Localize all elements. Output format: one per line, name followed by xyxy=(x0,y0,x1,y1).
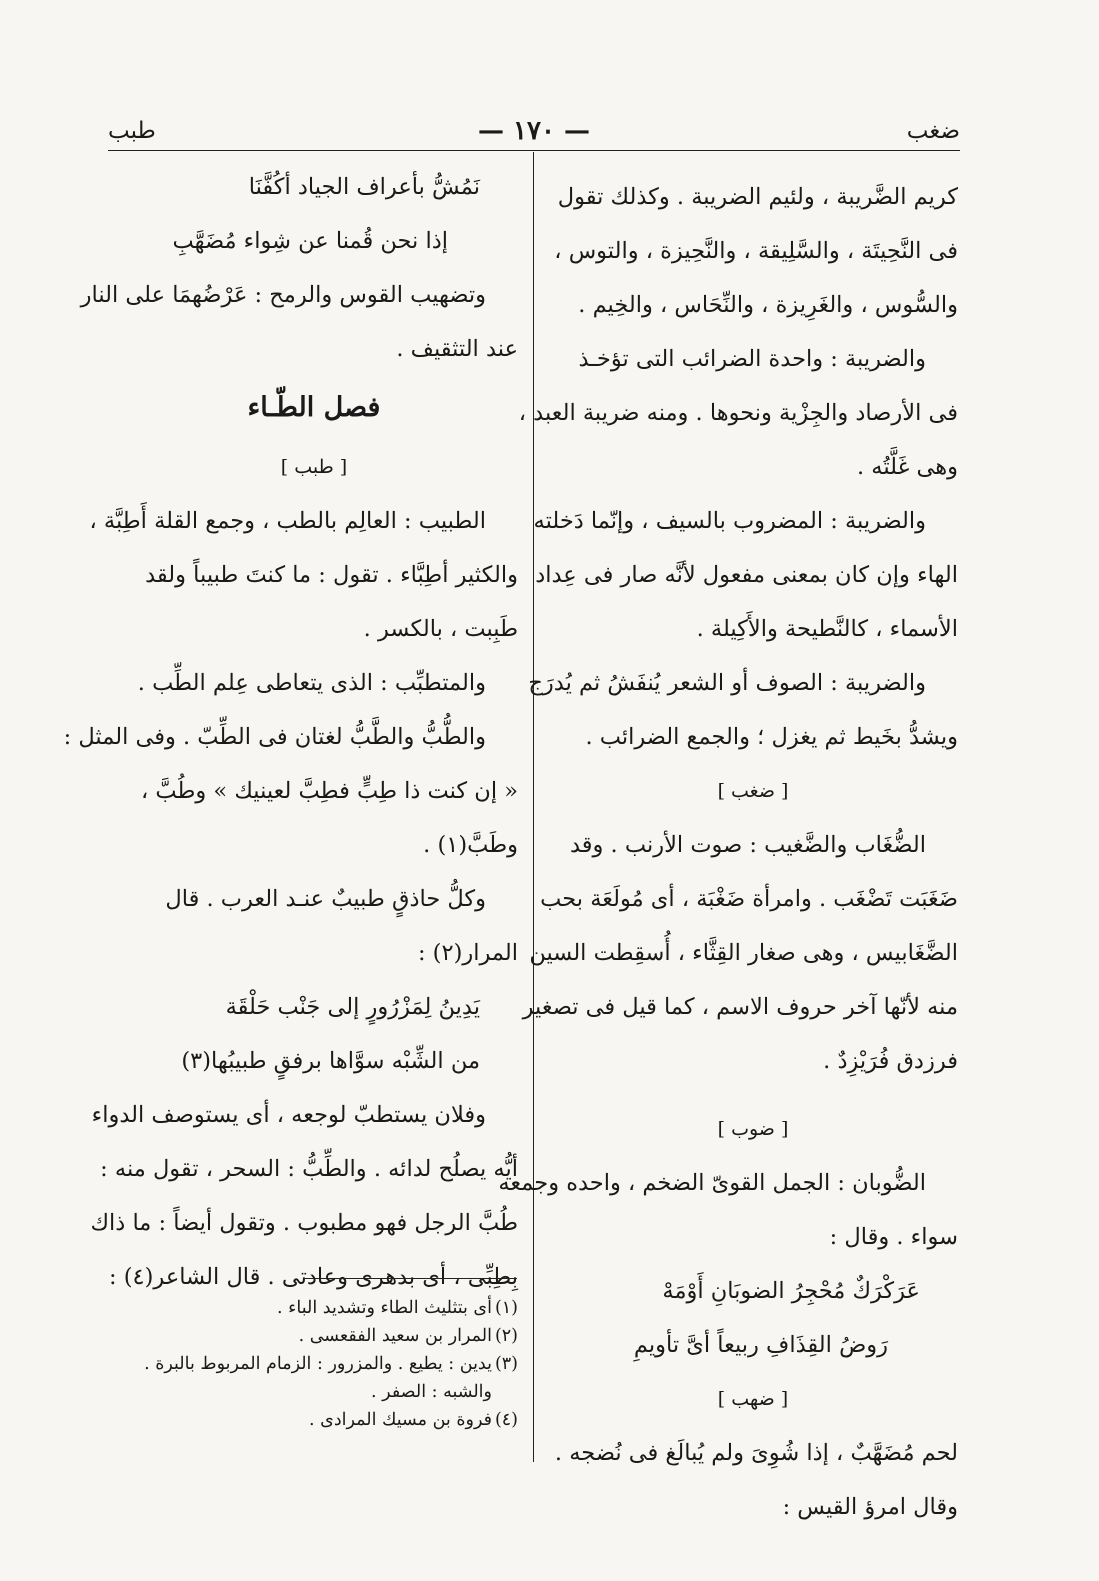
header-left-word: طبب xyxy=(108,118,156,144)
footnote xyxy=(110,1406,518,1434)
footnote-rule xyxy=(305,1278,517,1279)
right-column-entry-heading: [ ضغب ] xyxy=(717,780,789,802)
footnote-text: يدين : يطيع . والمزرور : الزمام المربوط بالبرة . xyxy=(144,1354,492,1374)
left-column-verse-line: إذا نحن قُمنا عن شِواء مُضَهَّبِ xyxy=(172,228,448,254)
footnote-number: (٣) xyxy=(494,1354,518,1374)
left-column-paragraph-start: والمتطبِّب : الذى يتعاطى عِلم الطِّب . xyxy=(137,670,486,696)
left-column-paragraph-start: وتضهيب القوس والرمح : عَرْضُهمَا على النار xyxy=(80,282,486,308)
left-column-text-line: طُبَّ الرجل فهو مطبوب . وتقول أيضاً : ما ذاك xyxy=(90,1210,518,1236)
right-column-text-line: وقال امرؤ القيس : xyxy=(782,1494,958,1520)
footnote xyxy=(110,1378,518,1406)
footnote-text: أى بتثليث الطاء وتشديد الباء . xyxy=(277,1298,492,1318)
right-column-paragraph-start: الضُّوبان : الجمل القوىّ الضخم ، واحده وجمعه xyxy=(498,1170,926,1196)
right-column-paragraph-start: والضريبة : واحدة الضرائب التى تؤخـذ xyxy=(578,346,926,372)
left-column-text-line: المرار(٢) : xyxy=(417,940,518,966)
right-column-verse-line: رَوضُ القِذَافِ ربيعاً أىَّ تأويمِ xyxy=(633,1332,888,1358)
right-column-entry-heading: [ ضهب ] xyxy=(717,1388,789,1410)
left-column-text-line: « إن كنت ذا طِبٍّ فطِبَّ لعينيك » وطُبَّ ، xyxy=(140,778,518,804)
right-column-entry-heading: [ ضوب ] xyxy=(717,1118,789,1140)
column-divider xyxy=(533,152,534,1462)
left-column-paragraph-start: وكلُّ حاذقٍ طبيبٌ عنـد العرب . قال xyxy=(165,886,486,912)
right-column-text-line: منه لأنّها آخر حروف الاسم ، كما قيل فى تصغير xyxy=(522,994,958,1020)
right-column-text-line: ضَغَبَت تَضْغَب . وامرأة ضَغْبَة ، أى مُولَعَة بحب xyxy=(540,886,958,912)
footnote xyxy=(110,1350,518,1378)
footnote-number: (٤) xyxy=(494,1410,518,1430)
right-column xyxy=(498,170,958,1534)
right-column-text-line: لحم مُضَهَّبٌ ، إذا شُوِىَ ولم يُبالَغ فى نُضجه . xyxy=(554,1440,958,1466)
right-column-text-line: سواء . وقال : xyxy=(829,1224,958,1250)
footnote-text: المرار بن سعيد الفقعسى . xyxy=(298,1326,492,1346)
page-number: — ١٧٠ — xyxy=(477,116,591,146)
left-column-verse-line: نَمُشُّ بأعراف الجياد أكُفَّنَا xyxy=(248,174,480,200)
footnote xyxy=(110,1322,518,1350)
left-column-text-line: عند التثقيف . xyxy=(396,336,518,362)
footnote xyxy=(110,1294,518,1322)
left-column-text-line: وطَبَّ(١) . xyxy=(423,832,518,858)
left-column xyxy=(63,160,518,1304)
left-column-verse-line: يَدِينُ لِمَزْرُورٍ إلى جَنْب حَلْقَة xyxy=(225,994,480,1020)
right-column-spacer xyxy=(548,1088,958,1102)
right-column-paragraph-start: والضريبة : المضروب بالسيف ، وإنّما دَخلته xyxy=(533,508,926,534)
right-column-text-line: الضَّغَابيس ، وهى صغار القِثَّاء ، أُسقِطت السين xyxy=(529,940,958,966)
header-rule xyxy=(108,150,960,151)
header-right-word: ضغب xyxy=(906,118,960,144)
right-column-verse-line: عَرَكْرَكٌ مُحْجِرُ الضوبَانِ أَوْمَهْ xyxy=(662,1278,920,1304)
right-column-paragraph-start: الضُّغَاب والضَّغيب : صوت الأرنب . وقد xyxy=(569,832,926,858)
right-column-text-line: الأسماء ، كالنَّطيحة والأَكِيلة . xyxy=(696,616,958,642)
right-column-paragraph-start: والضريبة : الصوف أو الشعر يُنفَشُ ثم يُدرَج xyxy=(528,670,926,696)
left-column-paragraph-start: وفلان يستطبّ لوجعه ، أى يستوصف الدواء xyxy=(91,1102,486,1128)
left-column-entry-heading: [ طبب ] xyxy=(280,456,348,478)
right-column-text-line: كريم الضَّريبة ، ولئيم الضريبة . وكذلك تقول xyxy=(557,184,958,210)
left-column-verse-line: من الشِّبْه سوَّاها برفقٍ طبيبُها(٣) xyxy=(181,1048,480,1074)
left-column-text-line: أيُّه يصلُح لدائه . والطِّبُّ : السحر ، تقول منه : xyxy=(100,1156,518,1182)
left-column-section-title: فصل الطّـاء xyxy=(247,392,381,423)
footnote-text: والشبه : الصفر . xyxy=(371,1382,492,1402)
right-column-text-line: وهى غَلَّتُه . xyxy=(856,454,958,480)
right-column-text-line: ويشدُّ بخَيط ثم يغزل ؛ والجمع الضرائب . xyxy=(585,724,958,750)
page-header xyxy=(108,118,960,158)
left-column-text-line: والكثير أطِبَّاء . تقول : ما كنتَ طبيباً ولقد xyxy=(145,562,518,588)
footnote-text: فروة بن مسيك المرادى . xyxy=(309,1410,492,1430)
footnotes xyxy=(110,1294,518,1434)
right-column-text-line: الهاء وإن كان بمعنى مفعول لأنَّه صار فى عِداد xyxy=(535,562,958,588)
left-column-text-line: بِطِبِّى ، أى بدهرى وعادتى . قال الشاعر(٤) : xyxy=(109,1264,518,1290)
left-column-paragraph-start: الطبيب : العالِم بالطب ، وجمع القلة أَطِبَّة ، xyxy=(89,508,486,534)
right-column-text-line: فى الأرصاد والجِزْية ونحوها . ومنه ضريبة العبد ، xyxy=(518,400,958,426)
right-column-text-line: والسُّوس ، والغَرِيزة ، والنِّحَاس ، والخِيم . xyxy=(578,292,958,318)
left-column-paragraph-start: والطُّبُّ والطَّبُّ لغتان فى الطِّبّ . وفى المثل : xyxy=(63,724,486,750)
left-column-text-line: طَبِبت ، بالكسر . xyxy=(363,616,518,642)
right-column-text-line: فرزدق فُرَيْزِدٌ . xyxy=(823,1048,958,1074)
footnote-number: (١) xyxy=(494,1298,518,1318)
footnote-number: (٢) xyxy=(494,1326,518,1346)
right-column-text-line: فى النَّحِيتَة ، والسَّلِيقة ، والنَّحِيزة ، والتوس ، xyxy=(554,238,958,264)
